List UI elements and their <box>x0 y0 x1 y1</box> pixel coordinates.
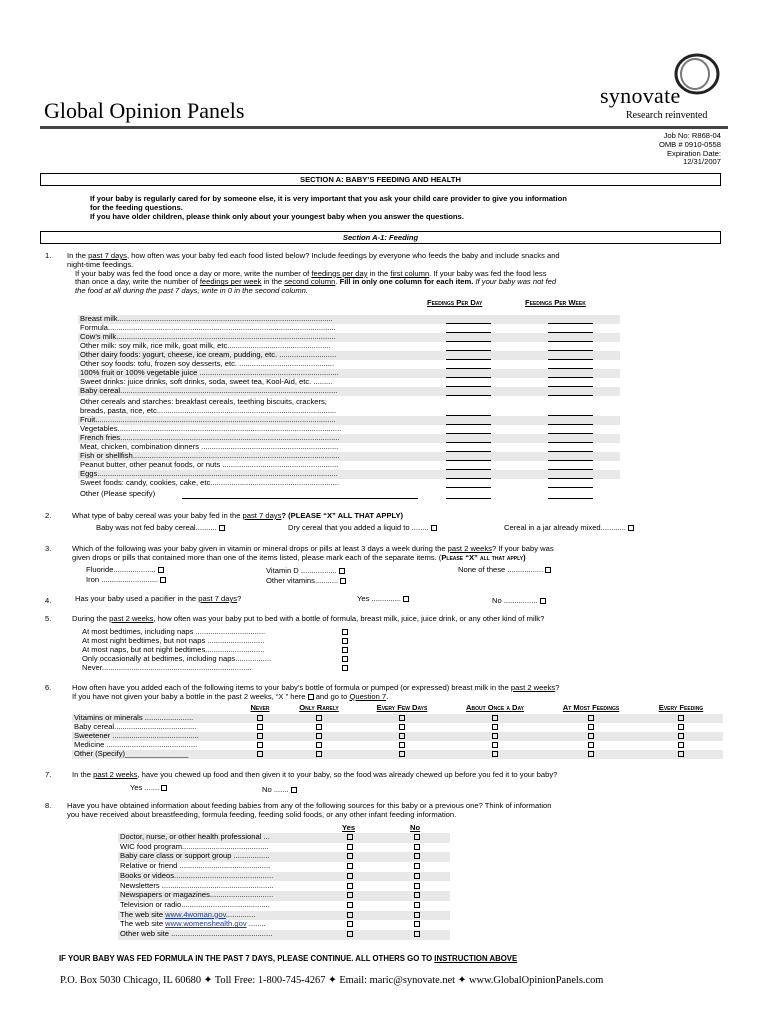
checkbox[interactable] <box>339 568 345 574</box>
q6-item: Baby cereal....................................... <box>74 722 197 731</box>
checkbox[interactable] <box>160 577 166 583</box>
intro-line: for the feeding questions. <box>90 202 183 212</box>
checkbox[interactable] <box>342 656 348 662</box>
section-a-title: SECTION A: BABY’S FEEDING AND HEALTH <box>40 173 721 186</box>
q8-source: Doctor, nurse, or other health professional ... <box>120 832 270 841</box>
no-checkbox[interactable] <box>414 883 420 889</box>
per-day-input[interactable] <box>446 341 491 342</box>
checkbox[interactable] <box>342 629 348 635</box>
q8-source: Newsletters ..................................................... <box>120 880 274 890</box>
checkbox[interactable] <box>540 598 546 604</box>
checkbox[interactable] <box>399 733 405 739</box>
checkbox[interactable] <box>403 596 409 602</box>
checkbox[interactable] <box>342 647 348 653</box>
q6-item: Other (Specify)_______________ <box>74 749 189 758</box>
checkbox[interactable] <box>342 638 348 644</box>
checkbox[interactable] <box>316 715 322 721</box>
checkbox[interactable] <box>588 715 594 721</box>
omb-number: OMB # 0910-0558 <box>658 139 721 149</box>
intro-line: If you have older children, please think only about your youngest baby when you answer the questions. <box>90 211 464 221</box>
q3-option-fluoride[interactable]: Fluoride.................... <box>86 566 164 575</box>
yes-checkbox[interactable] <box>347 873 353 879</box>
per-week-input[interactable] <box>548 368 593 369</box>
q8-source: WIC food program......................................... <box>120 841 269 851</box>
q6-item: Sweetener ......................................... <box>74 731 199 740</box>
q3-option-none[interactable]: None of these ................. <box>458 566 551 575</box>
q7-text: In the past 2 weeks, have you chewed up food and then given it to your baby, so the food was already chewed up before you fed it to your baby? <box>72 770 558 779</box>
per-day-input[interactable] <box>446 323 491 324</box>
yes-checkbox[interactable] <box>347 931 353 937</box>
no-checkbox[interactable] <box>414 912 420 918</box>
checkbox[interactable] <box>399 742 405 748</box>
q4-option-yes[interactable]: Yes .............. <box>357 595 409 604</box>
q8-number: 8. <box>45 801 52 810</box>
yes-checkbox[interactable] <box>347 844 353 850</box>
checkbox[interactable] <box>431 525 437 531</box>
q1-text: In the past 7 days, how often was your baby fed each food listed below? Include feedings by everyone who feeds the baby and include snacks and night-time feedings. If your baby was fed the food once a day or more, write the number of feedings per day in the first column. If your baby was fed the food less than once a day, write the number of feedings per week in the second column. Fill in only one column for each item. If your baby was not fed the food at all during the past 7 days, write in 0 in the second column. <box>67 251 560 296</box>
checkbox[interactable] <box>257 742 263 748</box>
checkbox[interactable] <box>158 567 164 573</box>
no-checkbox[interactable] <box>414 844 420 850</box>
checkbox[interactable] <box>492 751 498 757</box>
checkbox[interactable] <box>678 733 684 739</box>
q3-option-other-vitamins[interactable]: Other vitamins........... <box>266 577 346 586</box>
per-day-input[interactable] <box>446 386 491 387</box>
q3-text: Which of the following was your baby given in vitamin or mineral drops or pills at least 3 days a week during the past 2 weeks? If your baby was given drops or pills that contained more than one of the items listed, please mark each of the separate items. (Please “X” all that apply) <box>72 544 554 562</box>
q7-option-no[interactable]: No ....... <box>262 786 297 795</box>
q4-text: Has your baby used a pacifier in the past 7 days? <box>75 594 242 603</box>
skip-checkbox[interactable] <box>308 694 314 700</box>
q5-option[interactable]: Never....................................................................... <box>82 663 252 672</box>
q5-option[interactable]: At most naps, but not night bedtimes............................ <box>82 645 265 654</box>
q1-food-item: Vegetables.......................................................................................................... <box>80 424 342 433</box>
q1-food-item: 100% fruit or 100% vegetable juice .................................................................. <box>80 368 339 377</box>
per-day-input[interactable] <box>446 350 491 351</box>
per-week-input[interactable] <box>548 359 593 360</box>
q5-option[interactable]: At most bedtimes, including naps ................................. <box>82 627 266 636</box>
q6-column-header: Never <box>250 703 270 712</box>
checkbox[interactable] <box>219 525 225 531</box>
yes-checkbox[interactable] <box>347 921 353 927</box>
website-link[interactable]: www.womenshealth.gov <box>165 919 247 929</box>
q7-option-yes[interactable]: Yes ....... <box>130 784 167 793</box>
q1-food-item: Baby cereal....................................................................................................... <box>80 386 338 395</box>
checkbox[interactable] <box>588 742 594 748</box>
yes-checkbox[interactable] <box>347 902 353 908</box>
no-checkbox[interactable] <box>414 834 420 840</box>
q2-option-dry-cereal[interactable]: Dry cereal that you added a liquid to ........ <box>288 524 437 533</box>
q1-food-item: Meat, chicken, combination dinners ................................................................. <box>80 442 339 451</box>
checkbox[interactable] <box>588 724 594 730</box>
q6-column-header: Every Feeding <box>658 703 704 712</box>
q1-number: 1. <box>45 251 52 260</box>
q5-option[interactable]: At most night bedtimes, but not naps ........................... <box>82 636 265 645</box>
expiration-label: Expiration Date: <box>666 148 721 158</box>
no-checkbox[interactable] <box>414 902 420 908</box>
yes-checkbox[interactable] <box>347 912 353 918</box>
no-checkbox[interactable] <box>414 892 420 898</box>
q8-source: Newspapers or magazines.............................. <box>120 890 274 900</box>
checkbox[interactable] <box>678 724 684 730</box>
per-day-input[interactable] <box>446 377 491 378</box>
q5-text: During the past 2 weeks, how often was your baby put to bed with a bottle of formula, breast milk, juice, juice drink, or any other kind of milk? <box>72 614 545 623</box>
q6-column-header: About Once a Day <box>465 703 525 712</box>
job-info <box>659 132 721 167</box>
q1-col-per-week: Feedings Per Week <box>525 298 586 307</box>
q2-option-jar-cereal[interactable]: Cereal in a jar already mixed............ <box>504 524 634 533</box>
checkbox[interactable] <box>316 742 322 748</box>
per-day-input[interactable] <box>446 478 491 479</box>
checkbox[interactable] <box>588 733 594 739</box>
checkbox[interactable] <box>588 751 594 757</box>
q6-item: Vitamins or minerals ....................... <box>74 713 194 722</box>
per-week-input[interactable] <box>548 415 593 416</box>
per-day-input[interactable] <box>446 442 491 443</box>
per-week-input[interactable] <box>548 487 593 488</box>
q1-food-item: Other soy foods: tofu, frozen soy desserts, etc. ............................................. <box>80 359 335 368</box>
q6-text: How often have you added each of the following items to your baby’s bottle of formula or pumped (or expressed) breast milk in the past 2 weeks? If you have not given your baby a bottle in the past 2 weeks, “X ” here and go to Question 7. <box>72 683 560 701</box>
q1-food-item: breads, pasta, rice, etc..................................................................................... <box>80 406 337 415</box>
checkbox[interactable] <box>257 751 263 757</box>
no-checkbox[interactable] <box>414 863 420 869</box>
yes-checkbox[interactable] <box>347 853 353 859</box>
q8-source-website: The web site www.4woman.gov.............. <box>120 909 256 919</box>
yes-checkbox[interactable] <box>347 883 353 889</box>
q8-source: Books or videos............................................... <box>120 870 274 880</box>
q3-option-vitamin-d[interactable]: Vitamin D ................. <box>266 567 345 576</box>
section-a1-title: Section A-1: Feeding <box>40 231 721 244</box>
per-day-input[interactable] <box>446 487 491 488</box>
per-week-input[interactable] <box>548 395 593 396</box>
q6-column-header: At Most Feedings <box>562 703 620 712</box>
checkbox[interactable] <box>492 733 498 739</box>
q6-column-header: Every Few Days <box>376 703 428 712</box>
q8-source: Relative or friend ........................................... <box>120 861 271 871</box>
q1-food-item: Eggs.................................................................................................................. <box>80 469 338 478</box>
q8-source: Television or radio.......................................... <box>120 899 270 909</box>
per-week-input[interactable] <box>548 323 593 324</box>
q1-col-per-day: Feedings Per Day <box>427 298 483 307</box>
q5-option[interactable]: Only occasionally at bedtimes, including naps................. <box>82 654 272 663</box>
checkbox[interactable] <box>257 715 263 721</box>
q8-col-yes: Yes <box>342 823 356 832</box>
per-week-input[interactable] <box>548 478 593 479</box>
checkbox[interactable] <box>257 733 263 739</box>
q1-food-item: Peanut butter, other peanut foods, or nuts ....................................................... <box>80 460 339 469</box>
checkbox[interactable] <box>291 787 297 793</box>
specify-line[interactable] <box>182 498 418 499</box>
per-week-input[interactable] <box>548 469 593 470</box>
q2-option-not-fed[interactable]: Baby was not fed baby cereal.......... <box>96 524 225 533</box>
per-day-input[interactable] <box>446 332 491 333</box>
q3-option-iron[interactable]: Iron ........................... <box>86 576 166 585</box>
q1-food-item: Other cereals and starches: breakfast cereals, teething biscuits, crackers, <box>80 397 327 406</box>
per-day-input[interactable] <box>446 368 491 369</box>
per-week-input[interactable] <box>548 451 593 452</box>
q2-number: 2. <box>45 511 52 520</box>
per-day-input[interactable] <box>446 433 491 434</box>
job-number: Job No: R868-04 <box>663 131 721 140</box>
per-week-input[interactable] <box>548 442 593 443</box>
header-divider <box>40 126 728 129</box>
no-checkbox[interactable] <box>414 853 420 859</box>
checkbox[interactable] <box>161 785 167 791</box>
page-title: Global Opinion Panels <box>44 98 245 123</box>
per-week-input[interactable] <box>548 350 593 351</box>
expiration-date: 12/31/2007 <box>682 157 721 167</box>
q2-text: What type of baby cereal was your baby fed in the past 7 days? (PLEASE “X” ALL THAT APPLY) <box>72 511 404 520</box>
per-day-input[interactable] <box>446 359 491 360</box>
brand-tagline: Research reinvented <box>626 110 708 121</box>
q5-number: 5. <box>45 614 52 623</box>
intro-text <box>90 195 567 221</box>
brand-name: synovate <box>600 83 681 108</box>
checkbox[interactable] <box>492 715 498 721</box>
checkbox[interactable] <box>316 733 322 739</box>
q8-col-no: No <box>410 823 421 832</box>
website-link[interactable]: www.4woman.gov <box>165 909 226 919</box>
q1-food-item: Formula............................................................................................................ <box>80 323 336 332</box>
q8-source: Other web site ................................................ <box>120 929 273 938</box>
q6-column-header: Only Rarely <box>299 703 339 712</box>
per-week-input[interactable] <box>548 424 593 425</box>
q8-text: Have you have obtained information about feeding babies from any of the following sources for this baby or a previous one? Think of information you have received about breastfeeding, formula feeding, feeding solid foods, or any other infant feeding information. <box>67 801 552 819</box>
per-week-input[interactable] <box>548 498 593 499</box>
q1-food-item: French fries........................................................................................................ <box>80 433 340 442</box>
checkbox[interactable] <box>399 715 405 721</box>
no-checkbox[interactable] <box>414 931 420 937</box>
per-week-input[interactable] <box>548 377 593 378</box>
q6-number: 6. <box>45 683 52 692</box>
checkbox[interactable] <box>492 742 498 748</box>
no-checkbox[interactable] <box>414 921 420 927</box>
per-week-input[interactable] <box>548 460 593 461</box>
q3-number: 3. <box>45 544 52 553</box>
q4-number: 4. <box>45 596 52 605</box>
checkbox[interactable] <box>257 724 263 730</box>
per-week-input[interactable] <box>548 341 593 342</box>
per-day-input[interactable] <box>446 469 491 470</box>
checkbox[interactable] <box>340 578 346 584</box>
q1-food-item: Cow’s milk........................................................................................................ <box>80 332 336 341</box>
yes-checkbox[interactable] <box>347 863 353 869</box>
per-day-input[interactable] <box>446 395 491 396</box>
checkbox[interactable] <box>678 751 684 757</box>
per-week-input[interactable] <box>548 433 593 434</box>
checkbox[interactable] <box>399 751 405 757</box>
checkbox[interactable] <box>545 567 551 573</box>
q8-source: Baby care class or support group ................. <box>120 851 270 861</box>
q7-number: 7. <box>45 770 52 779</box>
q4-option-no[interactable]: No ................ <box>492 597 546 606</box>
per-week-input[interactable] <box>548 386 593 387</box>
checkbox[interactable] <box>342 665 348 671</box>
intro-line: If your baby is regularly cared for by someone else, it is very important that you ask your child care provider to give you information <box>90 194 567 203</box>
checkbox[interactable] <box>678 715 684 721</box>
per-week-input[interactable] <box>548 332 593 333</box>
no-checkbox[interactable] <box>414 873 420 879</box>
q1-food-item: Fish or shellfish.................................................................................................. <box>80 451 340 460</box>
checkbox[interactable] <box>678 742 684 748</box>
q1-food-item: Other milk: soy milk, rice milk, goat milk, etc................................................. <box>80 341 331 350</box>
q1-food-item: Sweet drinks: juice drinks, soft drinks, soda, sweet tea, Kool-Aid, etc. ......... <box>80 377 333 386</box>
q6-item: Medicine ........................................... <box>74 740 198 749</box>
q1-food-item: Breast milk...................................................................................................... <box>80 314 333 323</box>
instruction-statement: IF YOUR BABY WAS FED FORMULA IN THE PAST 7 DAYS, PLEASE CONTINUE. ALL OTHERS GO TO INSTRUCTION ABOVE <box>59 954 518 963</box>
q1-food-item: Other dairy foods: yogurt, cheese, ice cream, pudding, etc. ........................... <box>80 350 337 359</box>
checkbox[interactable] <box>316 751 322 757</box>
yes-checkbox[interactable] <box>347 892 353 898</box>
per-day-input[interactable] <box>446 424 491 425</box>
per-day-input[interactable] <box>446 415 491 416</box>
per-day-input[interactable] <box>446 451 491 452</box>
per-day-input[interactable] <box>446 498 491 499</box>
q1-food-item: Sweet foods: candy, cookies, cake, etc............................................................. <box>80 478 339 487</box>
checkbox[interactable] <box>492 724 498 730</box>
yes-checkbox[interactable] <box>347 834 353 840</box>
q8-source-website: The web site www.womenshealth.gov ........ <box>120 919 266 929</box>
per-day-input[interactable] <box>446 460 491 461</box>
checkbox[interactable] <box>316 724 322 730</box>
q1-food-item: Fruit.................................................................................................................. <box>80 415 336 424</box>
footer-contact: P.O. Box 5030 Chicago, IL 60680 ✦ Toll Free: 1-800-745-4267 ✦ Email: maric@synovate.net ✦ www.GlobalOpinionPanels.com <box>60 975 604 986</box>
checkbox[interactable] <box>628 525 634 531</box>
checkbox[interactable] <box>399 724 405 730</box>
q1-food-item: Other (Please specify) <box>80 489 156 498</box>
